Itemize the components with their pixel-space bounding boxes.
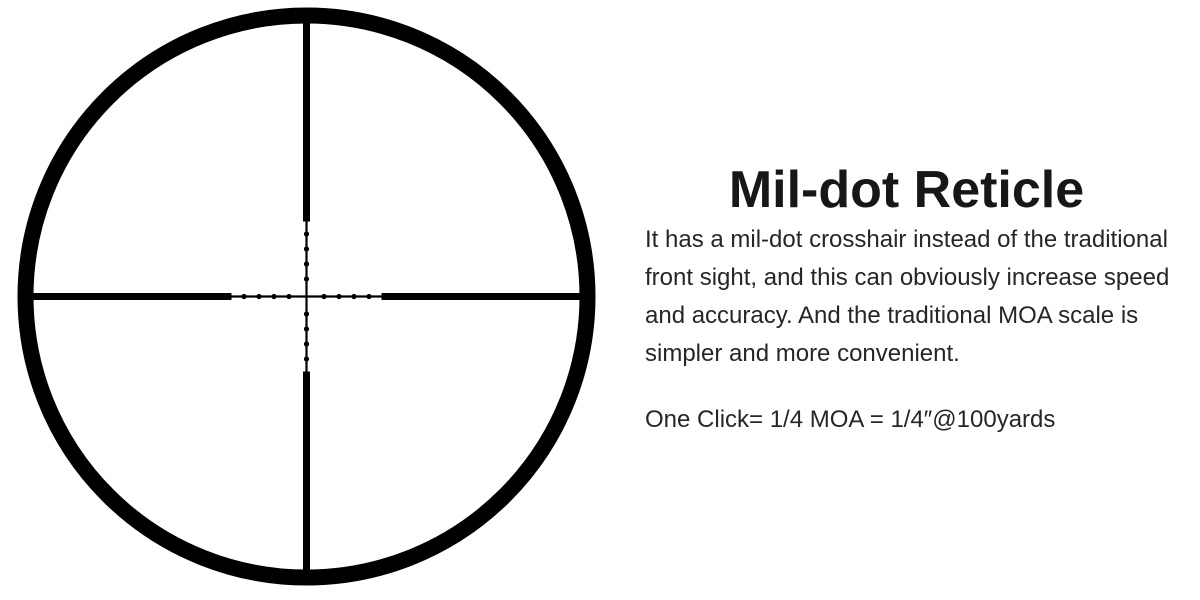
description-line: and accuracy. And the traditional MOA scale is — [645, 302, 1139, 329]
page-title: Mil-dot Reticle — [728, 160, 1085, 219]
description-paragraph — [645, 221, 1185, 373]
description-line: It has a mil-dot crosshair instead of the traditional — [645, 226, 1168, 253]
description-line: simpler and more convenient. — [645, 340, 960, 367]
click-value-note: One Click= 1/4 MOA = 1/4″@100yards — [645, 406, 1056, 433]
description-line: front sight, and this can obviously increase speed — [645, 264, 1170, 291]
